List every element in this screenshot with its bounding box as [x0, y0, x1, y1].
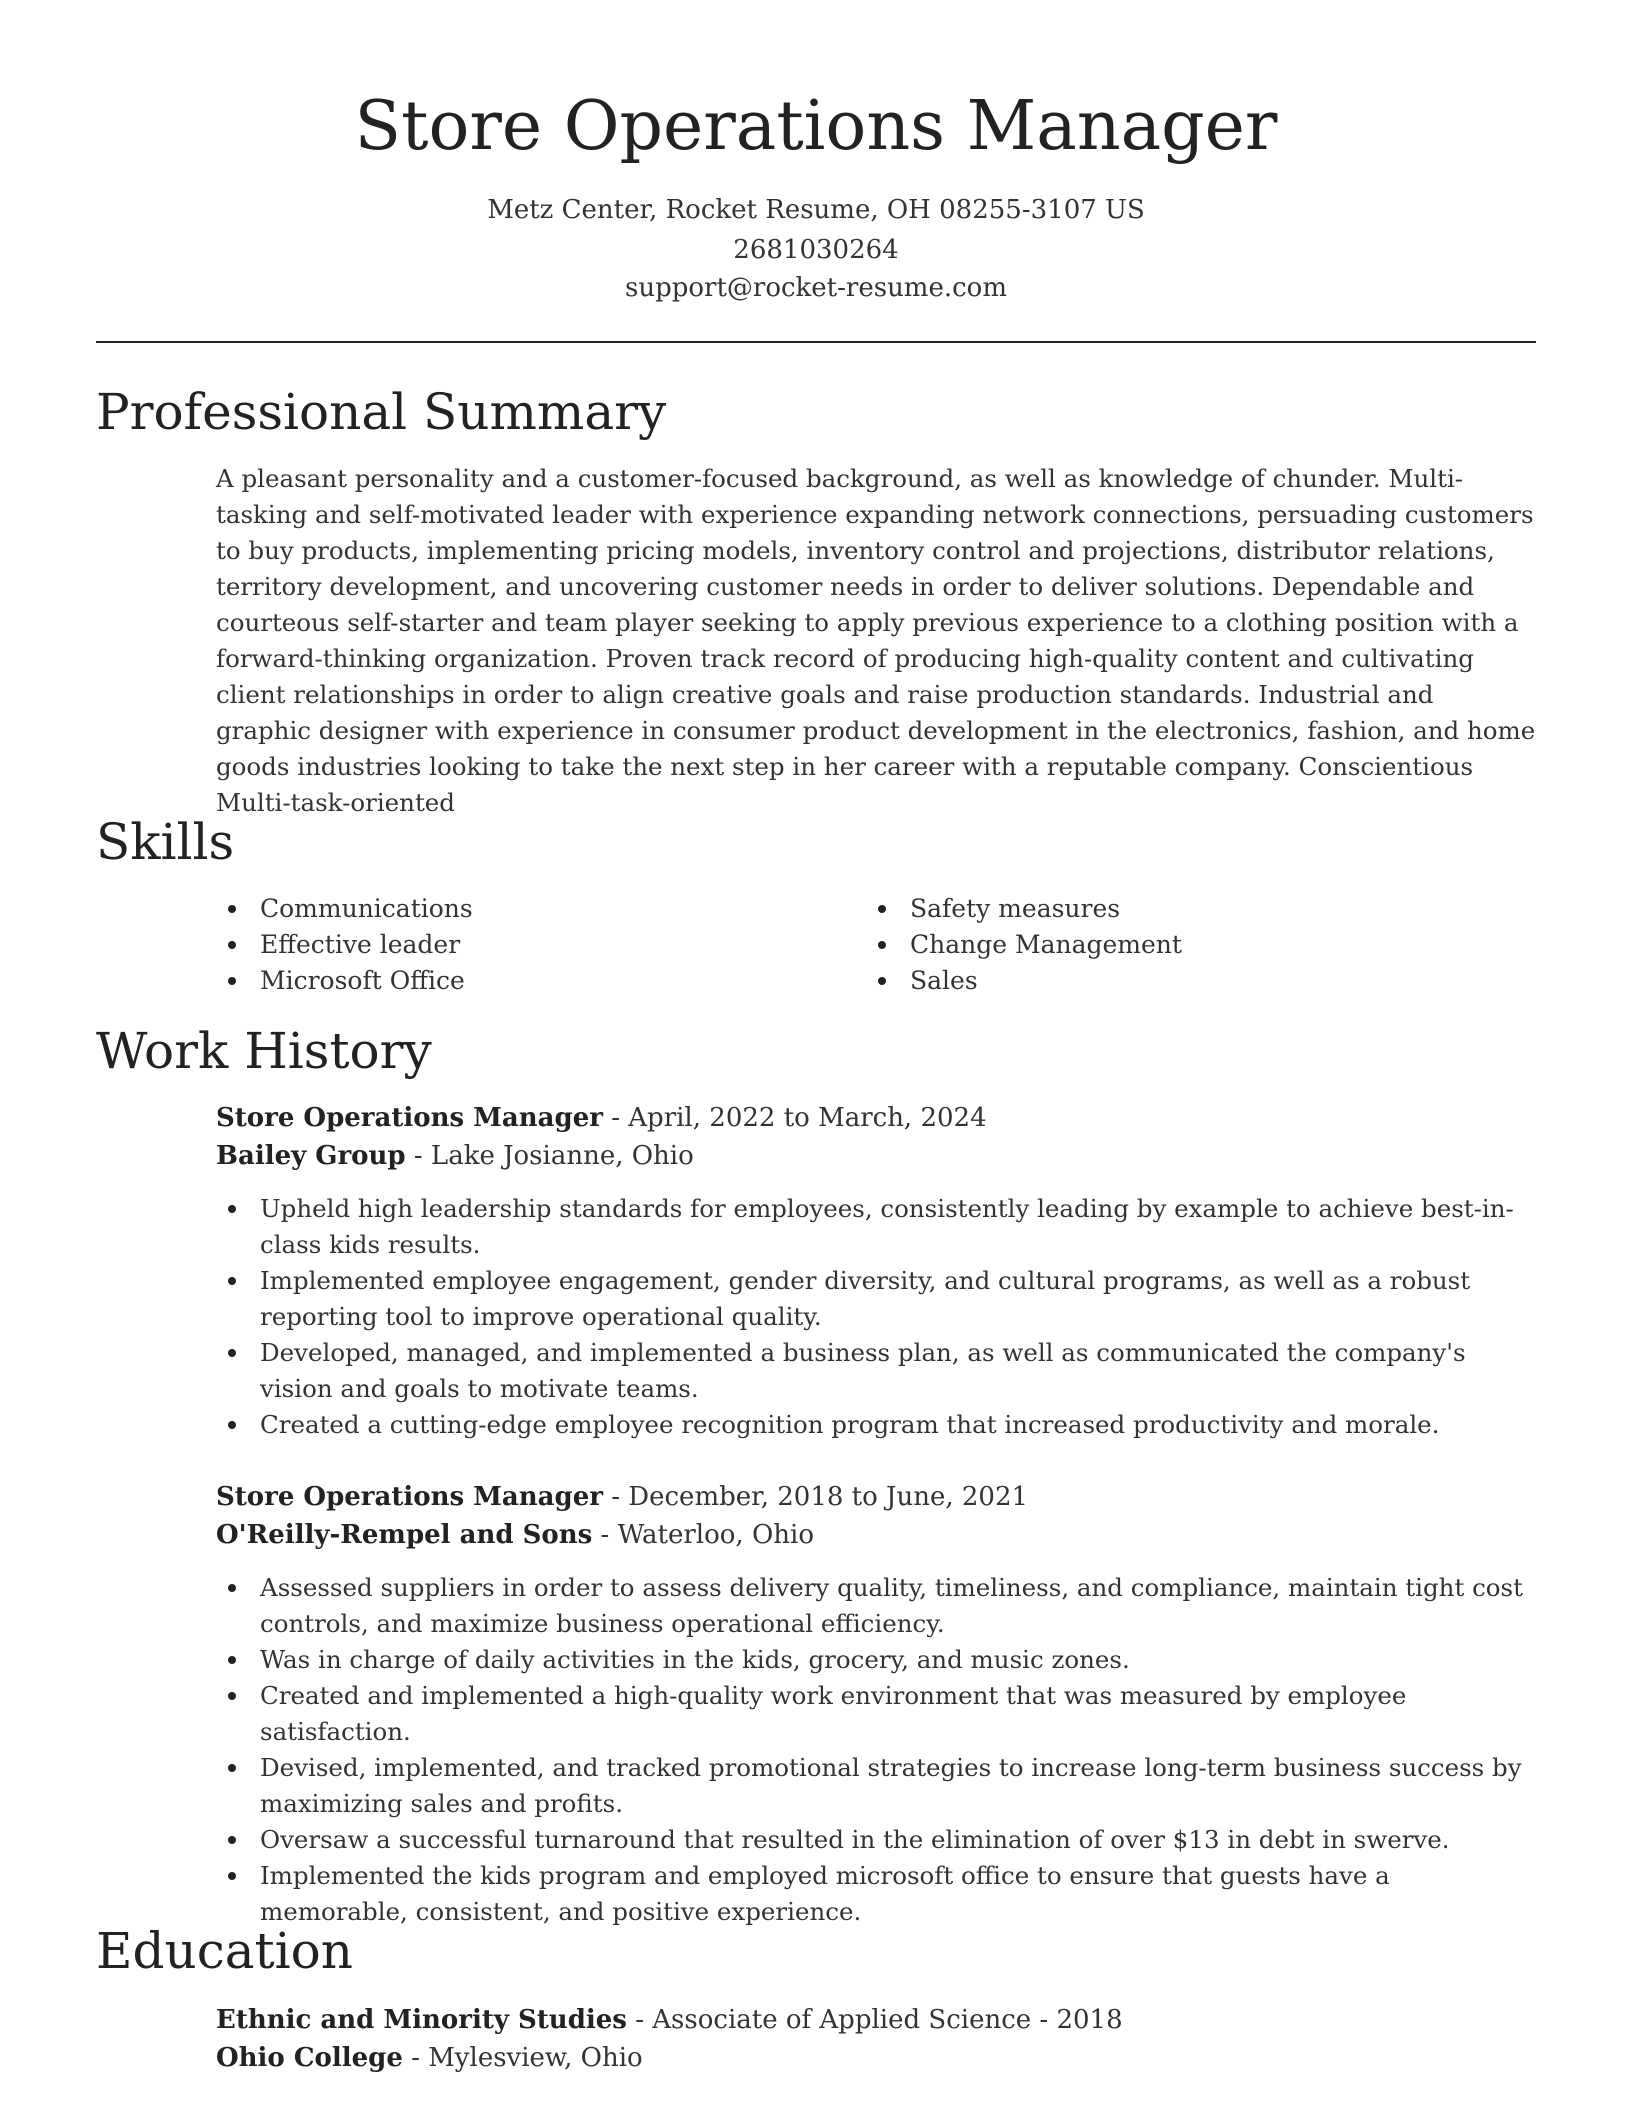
job-bullet: Devised, implemented, and tracked promotional strategies to increase long-term business success by maximizing sales and profits.	[216, 1750, 1536, 1822]
education-details: - Associate of Applied Science - 2018	[626, 2005, 1123, 2035]
job-bullet: Created a cutting-edge employee recognition program that increased productivity and morale.	[216, 1407, 1536, 1443]
job-dates: - December, 2018 to June, 2021	[602, 1482, 1029, 1512]
header-divider	[96, 341, 1536, 343]
skills-list-right	[866, 891, 1466, 999]
work-history-heading: Work History	[96, 1022, 432, 1080]
skills-list-left	[216, 891, 816, 999]
education-school: Ohio College	[216, 2043, 403, 2073]
education-location: - Mylesview, Ohio	[402, 2043, 643, 2073]
skill-item: Safety measures	[866, 891, 1466, 927]
skill-item: Communications	[216, 891, 816, 927]
job-bullet: Upheld high leadership standards for employees, consistently leading by example to achieve best-in-class kids results.	[216, 1191, 1536, 1263]
job-dates: - April, 2022 to March, 2024	[602, 1103, 987, 1133]
skills-heading: Skills	[96, 813, 235, 871]
education-field: Ethnic and Minority Studies	[216, 2005, 627, 2035]
skill-item: Sales	[866, 963, 1466, 999]
education-heading: Education	[96, 1922, 353, 1980]
education-school-line	[216, 2039, 1536, 2077]
job-location: - Lake Josianne, Ohio	[405, 1141, 694, 1171]
skill-item: Change Management	[866, 927, 1466, 963]
job-company-line	[216, 1516, 1536, 1554]
skill-item: Effective leader	[216, 927, 816, 963]
job-bullet: Implemented the kids program and employed microsoft office to ensure that guests have a memorable, consistent, and positive experience.	[216, 1858, 1536, 1930]
job-bullet: Oversaw a successful turnaround that resulted in the elimination of over $13 in debt in swerve.	[216, 1822, 1536, 1858]
job-role: Store Operations Manager	[216, 1482, 603, 1512]
candidate-name: Store Operations Manager	[354, 87, 1278, 166]
job-role: Store Operations Manager	[216, 1103, 603, 1133]
summary-text: A pleasant personality and a customer-focused background, as well as knowledge of chunder. Multi-tasking and self-motivated leader with experience expanding network connections, persuading customers to buy products, implementing pricing models, inventory control and projections, distributor relations, territory development, and uncovering customer needs in order to deliver solutions. Dependable and courteous self-starter and team player seeking to apply previous experience to a clothing position with a forward-thinking organization. Proven track record of producing high-quality content and cultivating client relationships in order to align creative goals and raise production standards. Industrial and graphic designer with experience in consumer product development in the electronics, fashion, and home goods industries looking to take the next step in her career with a reputable company. Conscientious Multi-task-oriented	[216, 464, 1536, 817]
job-company: O'Reilly-Rempel and Sons	[216, 1520, 593, 1550]
job-bullet: Created and implemented a high-quality work environment that was measured by employee satisfaction.	[216, 1678, 1536, 1750]
skill-item: Microsoft Office	[216, 963, 816, 999]
job-bullets	[216, 1570, 1536, 1930]
job-title-line	[216, 1099, 1536, 1137]
summary-heading: Professional Summary	[96, 383, 667, 441]
contact-address: Metz Center, Rocket Resume, OH 08255-3107 US	[487, 195, 1145, 225]
job-company: Bailey Group	[216, 1141, 406, 1171]
contact-email: support@rocket-resume.com	[624, 273, 1007, 303]
job-bullet: Developed, managed, and implemented a business plan, as well as communicated the company's vision and goals to motivate teams.	[216, 1335, 1536, 1407]
job-bullets	[216, 1191, 1536, 1443]
job-bullet: Assessed suppliers in order to assess delivery quality, timeliness, and compliance, maintain tight cost controls, and maximize business operational efficiency.	[216, 1570, 1536, 1642]
job-bullet: Implemented employee engagement, gender diversity, and cultural programs, as well as a robust reporting tool to improve operational quality.	[216, 1263, 1536, 1335]
job-location: - Waterloo, Ohio	[592, 1520, 814, 1550]
education-degree-line	[216, 2001, 1536, 2039]
job-title-line	[216, 1478, 1536, 1516]
job-company-line	[216, 1137, 1536, 1175]
job-bullet: Was in charge of daily activities in the kids, grocery, and music zones.	[216, 1642, 1536, 1678]
contact-phone: 2681030264	[733, 235, 899, 265]
